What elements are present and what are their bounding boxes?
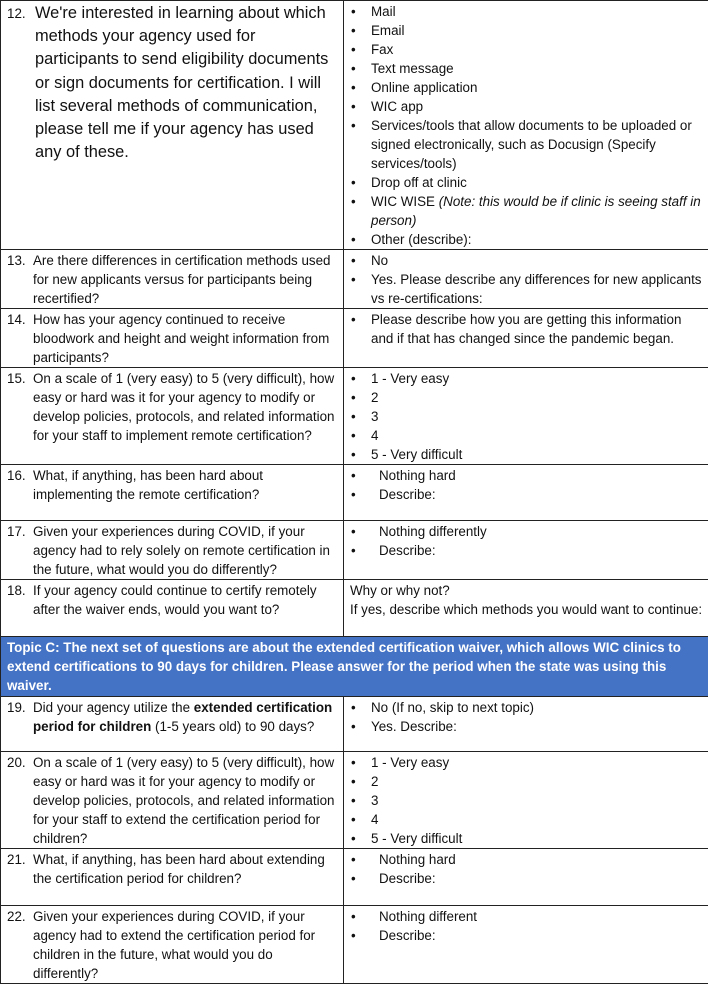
list-item: • 5 - Very difficult — [350, 445, 704, 464]
table-row — [1, 580, 708, 637]
table-row — [1, 250, 708, 309]
list-item: • Nothing differently — [350, 522, 704, 541]
question-cell — [1, 465, 344, 521]
question-cell — [1, 752, 344, 849]
list-item: • Online application — [350, 78, 704, 97]
table-row — [1, 849, 708, 906]
answer-options — [350, 2, 704, 249]
list-item: • 4 — [350, 426, 704, 445]
table-row — [1, 752, 708, 849]
list-item: • No (If no, skip to next topic) — [350, 698, 704, 717]
list-item: • 3 — [350, 407, 704, 426]
answer-cell — [344, 1, 708, 250]
list-item: • Yes. Describe: — [350, 717, 704, 736]
answer-cell — [344, 368, 708, 465]
list-item: • Nothing different — [350, 907, 704, 926]
topic-header: Topic C: The next set of questions are about the extended certification waiver, which allows WIC clinics to extend certifications to 90 days for children. Please answer for the period when the state was using this waiver. — [1, 637, 708, 697]
list-item: • Nothing hard — [350, 466, 704, 485]
answer-cell — [344, 752, 708, 849]
question-text: What, if anything, has been hard about extending the certification period for children? — [33, 850, 339, 888]
answer-cell — [344, 309, 708, 368]
list-item: • Please describe how you are getting this information and if that has changed since the pandemic began. — [350, 310, 704, 348]
answer-options — [350, 310, 704, 348]
question-cell — [1, 521, 344, 580]
question-number: 22. — [7, 907, 33, 983]
list-item: • Drop off at clinic — [350, 173, 704, 192]
answer-cell — [344, 906, 708, 984]
table-row — [1, 1, 708, 250]
question-cell — [1, 697, 344, 752]
answer-options — [350, 753, 704, 848]
answer-options — [350, 466, 704, 504]
list-item: • 2 — [350, 772, 704, 791]
table-row — [1, 906, 708, 984]
question-text: Are there differences in certification methods used for new applicants versus for participants being recertified? — [33, 251, 339, 308]
question-number: 14. — [7, 310, 33, 367]
answer-cell — [344, 250, 708, 309]
question-text: What, if anything, has been hard about implementing the remote certification? — [33, 466, 339, 504]
question-text: On a scale of 1 (very easy) to 5 (very difficult), how easy or hard was it for your agency to modify or develop policies, protocols, and related information for your staff to extend the certification period for children? — [33, 753, 339, 848]
answer-cell — [344, 580, 708, 637]
question-number: 17. — [7, 522, 33, 579]
question-number: 16. — [7, 466, 33, 504]
question-number: 20. — [7, 753, 33, 848]
answer-cell — [344, 697, 708, 752]
list-item: • 3 — [350, 791, 704, 810]
note-text: (Note: this would be if clinic is seeing staff in person) — [371, 194, 701, 228]
question-cell — [1, 1, 344, 250]
table-row — [1, 521, 708, 580]
question-number: 19. — [7, 698, 33, 736]
list-item: • Fax — [350, 40, 704, 59]
list-item: • Describe: — [350, 869, 704, 888]
list-item: • 5 - Very difficult — [350, 829, 704, 848]
list-item: • Describe: — [350, 926, 704, 945]
list-item: • Other (describe): — [350, 230, 704, 249]
list-item: • Text message — [350, 59, 704, 78]
answer-options — [350, 907, 704, 945]
list-item: • 1 - Very easy — [350, 369, 704, 388]
list-item: • Yes. Please describe any differences for new applicants vs re-certifications: — [350, 270, 704, 308]
question-text: Given your experiences during COVID, if your agency had to rely solely on remote certification in the future, what would you do differently? — [33, 522, 339, 579]
list-item: • Services/tools that allow documents to be uploaded or signed electronically, such as Docusign (Specify services/tools) — [350, 116, 704, 173]
list-item: • WIC app — [350, 97, 704, 116]
question-cell — [1, 368, 344, 465]
question-text: Did your agency utilize the extended certification period for children (1-5 years old) to 90 days? — [33, 698, 339, 736]
answer-text: If yes, describe which methods you would want to continue: — [350, 600, 704, 619]
answer-options — [350, 369, 704, 464]
question-number: 15. — [7, 369, 33, 445]
answer-options — [350, 251, 704, 308]
question-cell — [1, 849, 344, 906]
list-item: • Describe: — [350, 541, 704, 560]
answer-options — [350, 698, 704, 736]
question-text: How has your agency continued to receive bloodwork and height and weight information from participants? — [33, 310, 339, 367]
list-item: • 2 — [350, 388, 704, 407]
answer-cell — [344, 849, 708, 906]
table-row — [1, 309, 708, 368]
list-item: • Nothing hard — [350, 850, 704, 869]
question-cell — [1, 580, 344, 637]
list-item: • Mail — [350, 2, 704, 21]
table-row — [1, 368, 708, 465]
question-number: 12. — [7, 2, 35, 164]
list-item: • WIC WISE (Note: this would be if clinic is seeing staff in person) — [350, 192, 704, 230]
list-item: • 1 - Very easy — [350, 753, 704, 772]
table-row — [1, 697, 708, 752]
question-number: 18. — [7, 581, 33, 619]
list-item: • 4 — [350, 810, 704, 829]
question-text: If your agency could continue to certify remotely after the waiver ends, would you want to? — [33, 581, 339, 619]
question-text: Given your experiences during COVID, if your agency had to extend the certification period for children in the future, what would you do differently? — [33, 907, 339, 983]
question-number: 21. — [7, 850, 33, 888]
answer-options — [350, 522, 704, 560]
answer-text: Why or why not? — [350, 581, 704, 600]
answer-cell — [344, 521, 708, 580]
topic-header-row — [1, 637, 708, 697]
table-row — [1, 465, 708, 521]
question-cell — [1, 250, 344, 309]
list-item: • No — [350, 251, 704, 270]
question-cell — [1, 309, 344, 368]
question-cell — [1, 906, 344, 984]
question-number: 13. — [7, 251, 33, 308]
answer-options — [350, 850, 704, 888]
question-text: On a scale of 1 (very easy) to 5 (very difficult), how easy or hard was it for your agency to modify or develop policies, protocols, and related information for your staff to implement remote certification? — [33, 369, 339, 445]
question-text: We're interested in learning about which methods your agency used for participants to send eligibility documents or sign documents for certification. I will list several methods of communication, please tell me if your agency has used any of these. — [35, 2, 339, 164]
list-item: • Email — [350, 21, 704, 40]
list-item: • Describe: — [350, 485, 704, 504]
answer-cell — [344, 465, 708, 521]
